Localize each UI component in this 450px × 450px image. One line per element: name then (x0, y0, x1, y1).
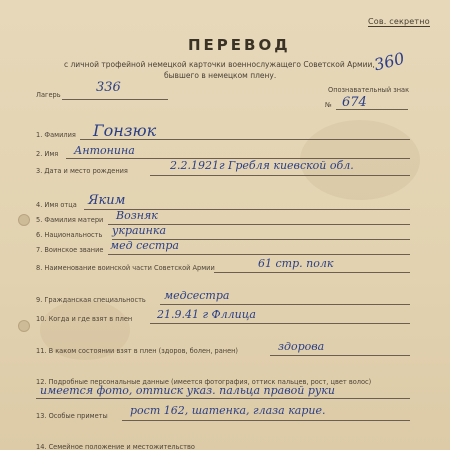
field-value-nationality: украинка (112, 224, 167, 237)
field-value-captured: 21.9.41 г Фллица (157, 308, 256, 321)
field-value-condition: здорова (278, 340, 325, 353)
field-label-rank: 7. Воинское звание (36, 246, 104, 254)
field-label-father-name: 4. Имя отца (36, 201, 77, 209)
field-label-family: 14. Семейное положение и местожительство (36, 443, 195, 450)
page-title: ПЕРЕВОД (188, 36, 291, 54)
field-value-mother-surname: Возняк (116, 209, 158, 222)
field-value-surname: Гонзюк (93, 121, 157, 140)
punch-hole (18, 214, 30, 226)
field-label-birth: 3. Дата и место рождения (36, 167, 128, 175)
field-underline (36, 398, 410, 399)
punch-hole (18, 320, 30, 332)
camp-label: Лагерь (36, 91, 61, 99)
field-underline (270, 355, 410, 356)
id-tag-value: 674 (342, 95, 367, 110)
field-underline (108, 254, 410, 255)
field-value-rank: мед сестра (110, 239, 179, 252)
field-label-mother-surname: 5. Фамилия матери (36, 216, 104, 224)
field-label-captured: 10. Когда и где взят в плен (36, 315, 133, 323)
field-label-special-features: 13. Особые приметы (36, 412, 108, 420)
field-label-surname: 1. Фамилия (36, 131, 76, 139)
subtitle-line-2: бывшего в немецком плену. (164, 71, 277, 80)
field-underline (160, 304, 410, 305)
field-label-condition: 11. В каком состоянии взят в плен (здоров, болен, ранен) (36, 347, 239, 355)
field-label-military-unit: 8. Наименование воинской части Советской Армии (36, 264, 215, 272)
secrecy-mark: Сов. секретно (368, 17, 430, 26)
id-tag-label: Опознавательный знак (328, 86, 410, 94)
field-label-personal-data: 12. Подробные персональные данные (имеется фотография, оттиск пальцев, рост, цвет волос) (36, 378, 372, 386)
field-underline (150, 323, 410, 324)
camp-underline (62, 99, 168, 100)
field-value-birth: 2.2.1921г Гребля киевской обл. (170, 159, 354, 172)
field-label-civil-specialty: 9. Гражданская специальность (36, 296, 146, 304)
field-label-name: 2. Имя (36, 150, 59, 158)
field-label-nationality: 6. Национальность (36, 231, 103, 239)
field-underline (122, 420, 410, 421)
camp-value: 336 (96, 80, 121, 95)
field-value-military-unit: 61 стр. полк (258, 257, 334, 270)
subtitle-line-1: с личной трофейной немецкой карточки военнослужащего Советской Армии, (64, 60, 375, 69)
id-tag-prefix: № (325, 101, 332, 109)
field-value-name: Антонина (74, 144, 135, 157)
field-value-civil-specialty: медсестра (164, 289, 230, 302)
field-value-father-name: Яким (88, 193, 126, 208)
corner-number: 360 (372, 48, 407, 75)
field-underline (150, 175, 410, 176)
field-value-personal-data: имеется фото, оттиск указ. пальца правой руки (40, 384, 335, 397)
field-underline (214, 272, 410, 273)
field-value-special-features: рост 162, шатенка, глаза карие. (130, 404, 326, 417)
